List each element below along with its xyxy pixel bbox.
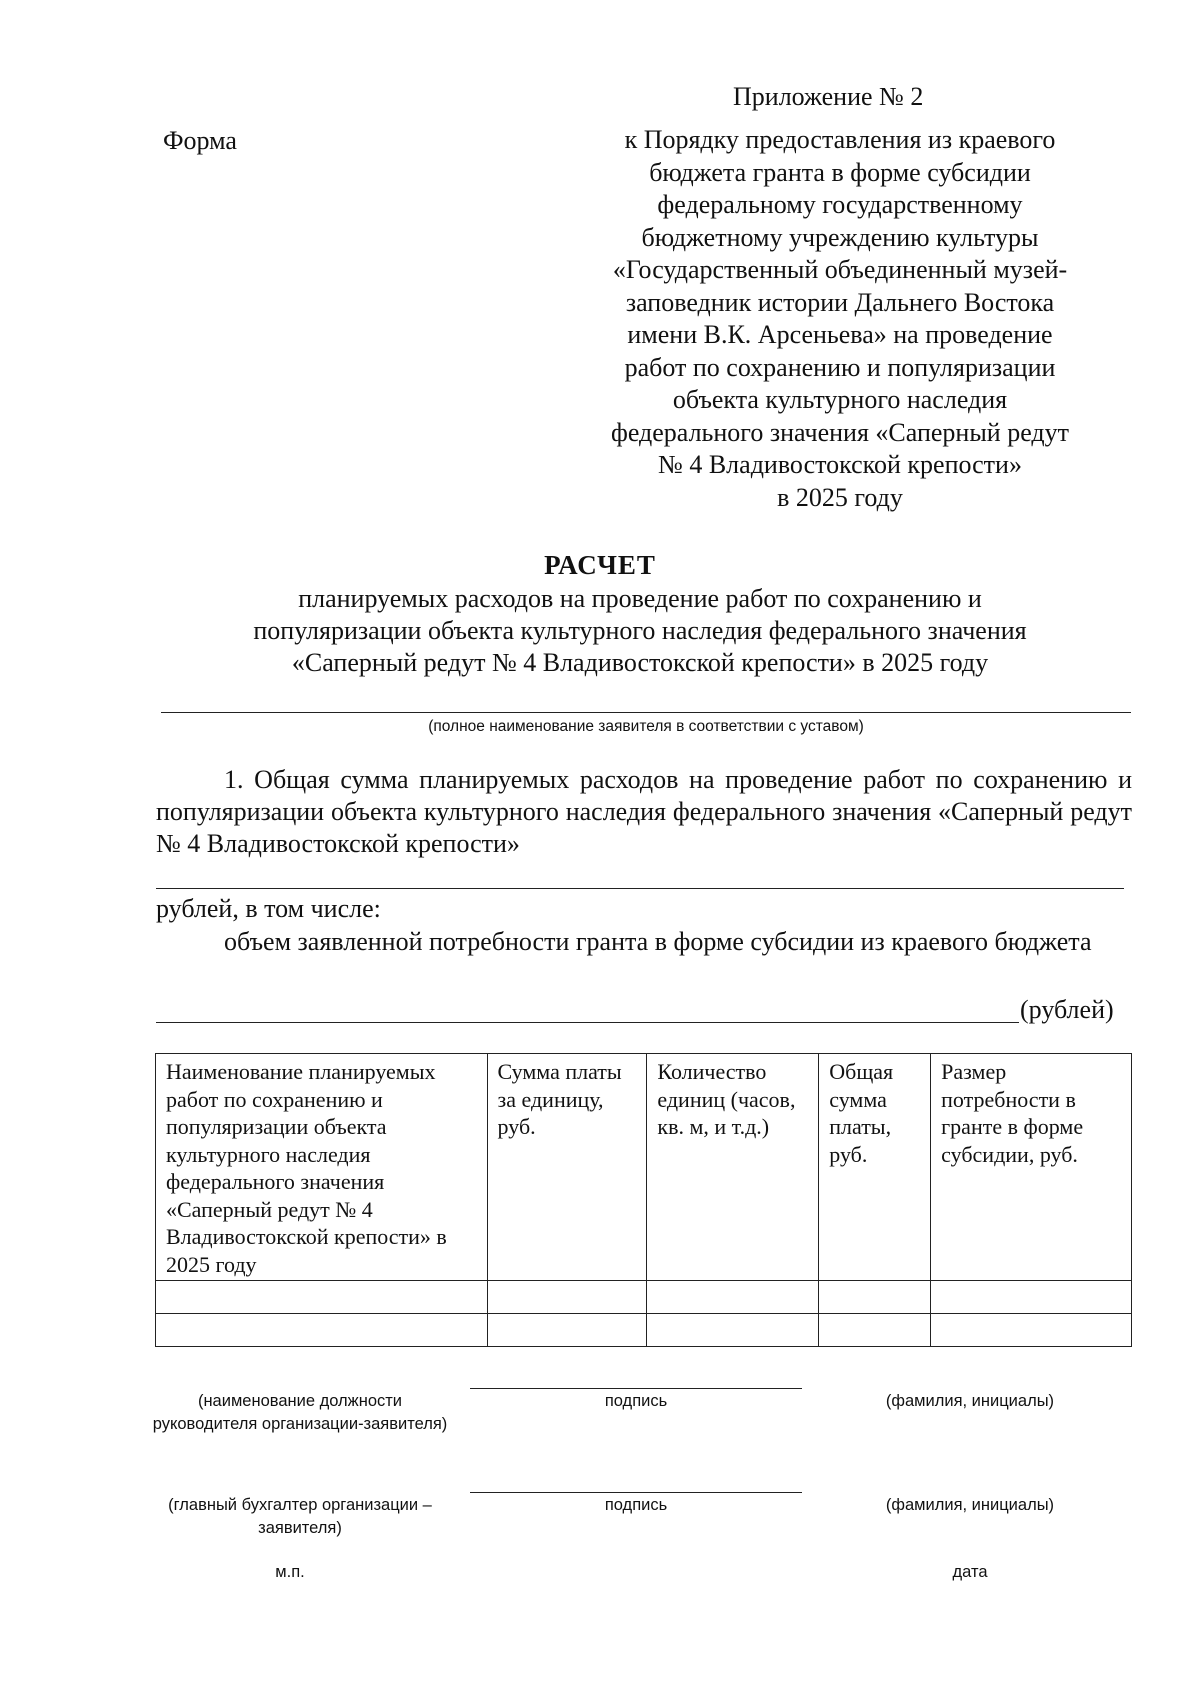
rubles-unit: (рублей) (1020, 995, 1114, 1024)
table-cell[interactable] (647, 1281, 819, 1314)
appendix-line: бюджета гранта в форме субсидии (649, 157, 1031, 187)
subsidy-amount-field[interactable] (156, 1022, 1019, 1023)
appendix-line: федеральному государственному (657, 190, 1023, 219)
stamp-placeholder: м.п. (275, 1563, 305, 1581)
appendix-reference (560, 124, 1120, 514)
table-cell[interactable] (487, 1314, 647, 1347)
column-header-total: Общая сумма платы, руб. (819, 1054, 931, 1281)
expenses-table (155, 1053, 1132, 1347)
subheading-line: популяризации объекта культурного наследия федерального значения (253, 616, 1027, 645)
appendix-line: имени В.К. Арсеньева» на проведение (627, 320, 1053, 349)
table-cell[interactable] (931, 1314, 1132, 1347)
table-cell[interactable] (819, 1281, 931, 1314)
subsidy-request-paragraph: объем заявленной потребности гранта в форме субсидии из краевого бюджета (224, 927, 1092, 956)
column-header-work-name: Наименование планируемых работ по сохранению и популяризации объекта культурного наследия федерального значения «Саперный редут № 4 Владивостокской крепости» в 2025 году (156, 1054, 488, 1281)
applicant-name-field[interactable] (161, 712, 1131, 713)
rubles-including-text: рублей, в том числе: (156, 894, 381, 923)
column-header-subsidy-amount: Размер потребности в гранте в форме субсидии, руб. (931, 1054, 1132, 1281)
appendix-line: № 4 Владивостокской крепости» (658, 450, 1022, 479)
appendix-line: бюджетному учреждению культуры (641, 222, 1039, 252)
head-position-caption: (наименование должности руководителя организации-заявителя) (152, 1392, 448, 1433)
column-header-unit-count: Количество единиц (часов, кв. м, и т.д.) (647, 1054, 819, 1281)
table-cell[interactable] (156, 1314, 488, 1347)
table-cell[interactable] (156, 1281, 488, 1314)
subheading-line: планируемых расходов на проведение работ по сохранению и (298, 584, 982, 613)
subheading-line: «Саперный редут № 4 Владивостокской крепости» в 2025 году (291, 648, 989, 677)
appendix-line: к Порядку предоставления из краевого (624, 125, 1056, 154)
appendix-title: Приложение № 2 (733, 82, 924, 111)
applicant-name-caption: (полное наименование заявителя в соответствии с уставом) (428, 718, 864, 735)
appendix-line: заповедник истории Дальнего Востока (625, 287, 1055, 317)
table-row (156, 1314, 1132, 1347)
accountant-signature-caption: подпись (604, 1496, 668, 1514)
accountant-position-caption: (главный бухгалтер организации – заявителя) (168, 1496, 432, 1537)
appendix-line: федерального значения «Саперный редут (610, 417, 1069, 447)
head-signature-line[interactable] (470, 1388, 802, 1389)
appendix-line: «Государственный объединенный музей- (612, 255, 1068, 284)
head-name-caption: (фамилия, инициалы) (885, 1392, 1055, 1410)
document-heading: РАСЧЕТ (544, 550, 656, 580)
total-sum-field[interactable] (156, 888, 1124, 889)
appendix-line: объекта культурного наследия (672, 385, 1008, 414)
table-row (156, 1281, 1132, 1314)
total-expenses-paragraph: 1. Общая сумма планируемых расходов на проведение работ по сохранению и популяризации объекта культурного наследия федерального значения «Саперный редут № 4 Владивостокской крепости» (156, 765, 1132, 858)
accountant-name-caption: (фамилия, инициалы) (885, 1496, 1055, 1514)
table-cell[interactable] (931, 1281, 1132, 1314)
accountant-signature-line[interactable] (470, 1492, 802, 1493)
table-cell[interactable] (487, 1281, 647, 1314)
form-label: Форма (163, 126, 237, 155)
column-header-unit-price: Сумма платы за единицу, руб. (487, 1054, 647, 1281)
appendix-line: в 2025 году (777, 482, 903, 512)
date-caption: дата (952, 1563, 988, 1581)
table-cell[interactable] (647, 1314, 819, 1347)
document-subheading (190, 583, 1090, 679)
table-cell[interactable] (819, 1314, 931, 1347)
head-signature-caption: подпись (604, 1392, 668, 1410)
appendix-line: работ по сохранению и популяризации (624, 352, 1056, 382)
table-header-row (156, 1054, 1132, 1281)
